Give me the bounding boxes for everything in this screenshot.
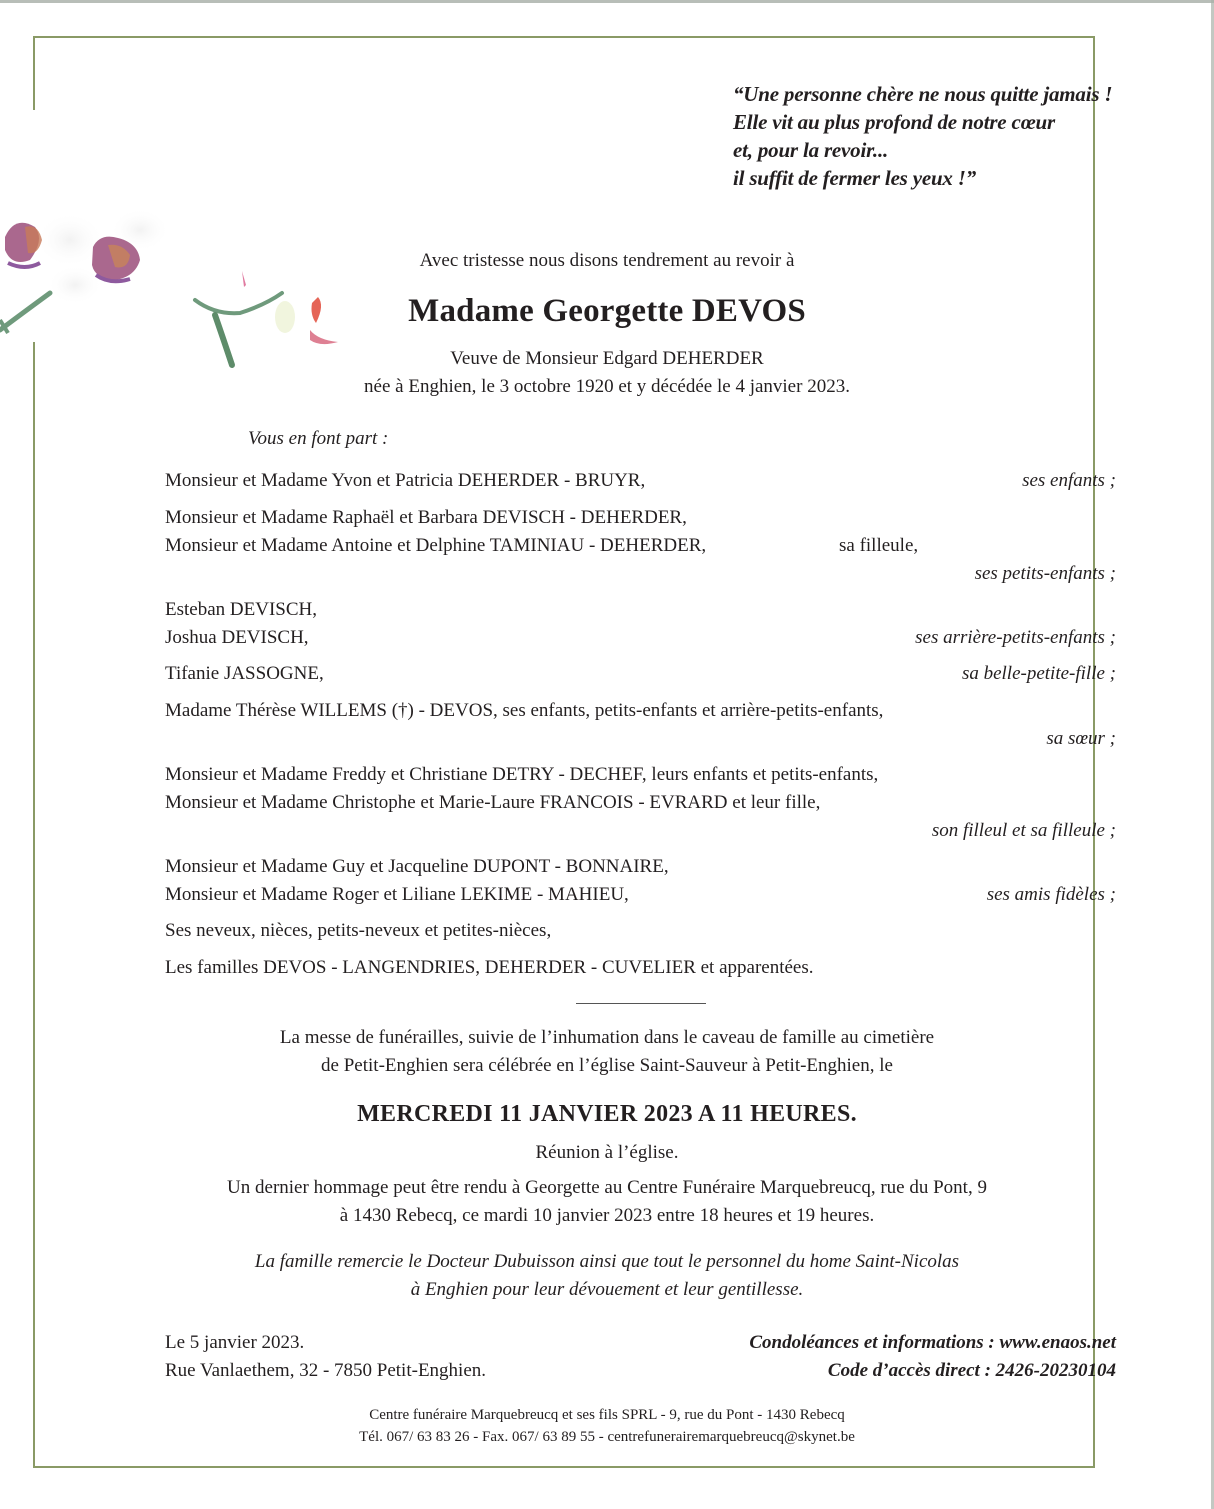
family-entry	[165, 624, 1116, 652]
scan-edge-top	[0, 0, 1214, 3]
family-relation: ses arrière-petits-enfants ;	[915, 627, 1116, 648]
family-entry	[165, 881, 1116, 909]
family-entry	[165, 761, 1116, 789]
announcers-label: Vous en font part :	[248, 428, 389, 449]
section-divider	[576, 1003, 706, 1004]
family-entry	[165, 504, 1116, 532]
birth-death-dates: née à Enghien, le 3 octobre 1920 et y décédée le 4 janvier 2023.	[364, 376, 850, 397]
access-code: Code d’accès direct : 2426-20230104	[827, 1360, 1116, 1381]
family-name-line: Monsieur et Madame Raphaël et Barbara DEVISCH - DEHERDER,	[165, 507, 687, 528]
family-relation: sa belle-petite-fille ;	[961, 663, 1116, 684]
family-entry	[165, 917, 1116, 945]
funeral-date: MERCREDI 11 JANVIER 2023 A 11 HEURES.	[357, 1101, 857, 1127]
family-relation: son filleul et sa filleule ;	[931, 820, 1116, 841]
family-relation: ses amis fidèles ;	[986, 884, 1116, 905]
intro-text: Avec tristesse nous disons tendrement au revoir à	[419, 250, 795, 271]
family-entry	[165, 467, 1116, 495]
family-entry	[165, 596, 1116, 624]
footer-left	[165, 1329, 486, 1385]
family-name-line: Monsieur et Madame Freddy et Christiane DETRY - DECHEF, leurs enfants et petits-enfants,	[165, 764, 879, 785]
tribute-line: Un dernier hommage peut être rendu à Georgette au Centre Funéraire Marquebreucq, rue du Pont, 9	[227, 1177, 987, 1198]
family-note: sa filleule,	[839, 535, 919, 556]
footer-address: Rue Vanlaethem, 32 - 7850 Petit-Enghien.	[165, 1360, 487, 1381]
family-name-line: Monsieur et Madame Guy et Jacqueline DUPONT - BONNAIRE,	[165, 856, 669, 877]
family-entry	[165, 660, 1116, 688]
thanks-line: La famille remercie le Docteur Dubuisson ainsi que tout le personnel du home Saint-Nicolas	[254, 1251, 960, 1272]
footer-date: Le 5 janvier 2023.	[165, 1332, 305, 1353]
quote-line: Elle vit au plus profond de notre cœur	[733, 110, 1056, 134]
family-name-line: Madame Thérèse WILLEMS (†) - DEVOS, ses enfants, petits-enfants et arrière-petits-enfants,	[165, 700, 884, 721]
service-text-line: La messe de funérailles, suivie de l’inhumation dans le caveau de famille au cimetière	[279, 1027, 935, 1048]
family-name-line: Ses neveux, nièces, petits-neveux et petites-nièces,	[165, 920, 552, 941]
thanks-line: à Enghien pour leur dévouement et leur gentillesse.	[410, 1279, 804, 1300]
quote-line: il suffit de fermer les yeux !”	[733, 166, 977, 190]
epigraph-quote	[733, 80, 1112, 192]
condolences-link[interactable]: Condoléances et informations : www.enaos.net	[749, 1332, 1116, 1353]
family-relation: sa sœur ;	[1046, 728, 1116, 749]
family-entry	[165, 853, 1116, 881]
quote-line: “Une personne chère ne nous quitte jamais !	[733, 82, 1113, 106]
family-name-line: Monsieur et Madame Yvon et Patricia DEHERDER - BRUYR,	[165, 470, 646, 491]
family-name-line: Tifanie JASSOGNE,	[165, 663, 324, 684]
meeting-place: Réunion à l’église.	[535, 1142, 679, 1163]
imprint-line: Tél. 067/ 63 83 26 - Fax. 067/ 63 89 55 - centrefunerairemarquebreucq@skynet.be	[359, 1429, 855, 1445]
service-text-line: de Petit-Enghien sera célébrée en l’église Saint-Sauveur à Petit-Enghien, le	[321, 1055, 893, 1076]
imprint-line: Centre funéraire Marquebreucq et ses fils SPRL - 9, rue du Pont - 1430 Rebecq	[369, 1407, 845, 1423]
family-name-line: Monsieur et Madame Roger et Liliane LEKIME - MAHIEU,	[165, 884, 629, 905]
family-relation: ses enfants ;	[1022, 470, 1116, 491]
footer-right	[749, 1329, 1116, 1385]
quote-line: et, pour la revoir...	[733, 138, 889, 162]
widow-of: Veuve de Monsieur Edgard DEHERDER	[450, 348, 764, 369]
family-entry	[165, 697, 1116, 725]
family-name-line: Monsieur et Madame Antoine et Delphine TAMINIAU - DEHERDER,	[165, 535, 707, 556]
deceased-name: Madame Georgette DEVOS	[408, 293, 806, 329]
family-entry	[165, 532, 1116, 560]
family-name-line: Les familles DEVOS - LANGENDRIES, DEHERDER - CUVELIER et apparentées.	[165, 957, 814, 978]
family-relation: ses petits-enfants ;	[974, 563, 1116, 584]
family-entry	[165, 789, 1116, 817]
family-name-line: Monsieur et Madame Christophe et Marie-Laure FRANCOIS - EVRARD et leur fille,	[165, 792, 821, 813]
family-entry	[165, 954, 1116, 982]
tribute-line: à 1430 Rebecq, ce mardi 10 janvier 2023 entre 18 heures et 19 heures.	[339, 1205, 875, 1226]
family-name-line: Joshua DEVISCH,	[165, 627, 309, 648]
family-name-line: Esteban DEVISCH,	[165, 599, 317, 620]
